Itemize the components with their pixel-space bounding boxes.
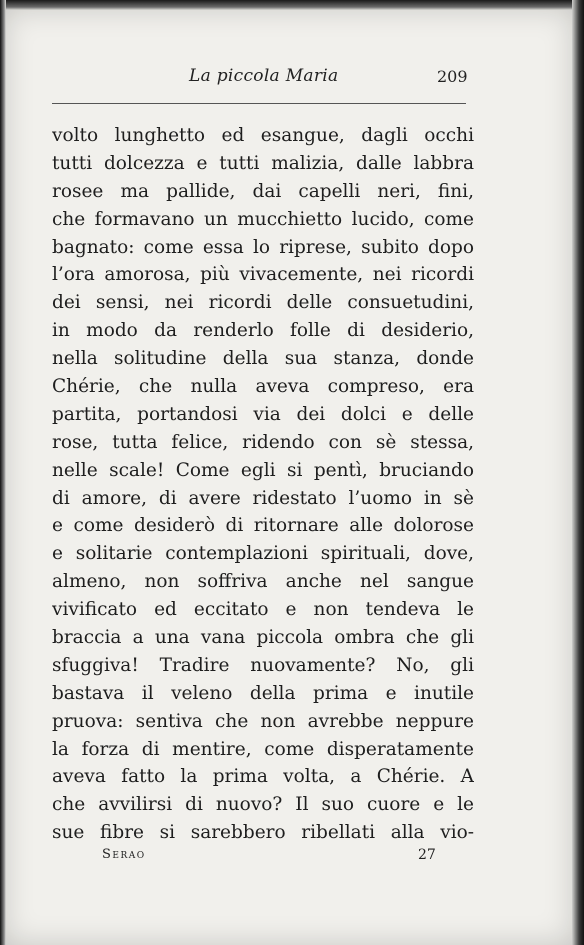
text-line: pruova: sentiva che non avrebbe neppure [52,710,474,732]
text-line: volto lunghetto ed esangue, dagli occhi [52,125,474,146]
scan-edge-right [572,0,584,945]
text-line: che avvilirsi di nuovo? Il suo cuore e le [52,794,474,816]
body-text [52,122,474,847]
scan-edge-left [0,0,6,945]
text-line: Chérie, che nulla aveva compreso, era [52,376,474,398]
text-line: che formavano un mucchietto lucido, come [52,208,474,230]
scan-edge-top [0,0,584,10]
text-line: nelle scale! Come egli si pentì, bruciando [52,459,474,481]
text-line: l’ora amorosa, più vivacemente, nei ricordi [52,264,474,286]
text-line: la forza di mentire, come disperatamente [52,738,474,760]
text-line: sfuggiva! Tradire nuovamente? No, gli [52,654,474,676]
header-rule [52,103,466,104]
text-line: bastava il veleno della prima e inutile [52,682,474,704]
text-line: almeno, non soffriva anche nel sangue [52,571,474,593]
text-line: in modo da renderlo folle di desiderio, [52,320,474,342]
text-line: sue fibre si sarebbero ribellati alla vio- [52,822,474,844]
text-line: e solitarie contemplazioni spirituali, dove, [52,543,474,565]
text-line: e come desiderò di ritornare alle dolorose [52,515,474,537]
text-line: partita, portandosi via dei dolci e delle [52,403,474,425]
text-line: rose, tutta felice, ridendo con sè stessa, [52,431,474,453]
text-line: rosee ma pallide, dai capelli neri, fini, [52,180,474,202]
signature-number: 27 [418,847,436,863]
text-line: vivificato ed eccitato e non tendeva le [52,599,474,621]
text-line: bagnato: come essa lo riprese, subito dopo [52,236,474,258]
text-line: braccia a una vana piccola ombra che gli [52,627,474,649]
signature-mark: Serao [102,847,146,862]
text-line: dei sensi, nei ricordi delle consuetudini, [52,292,474,314]
running-title: La piccola Maria [189,66,339,86]
text-line: tutti dolcezza e tutti malizia, dalle labbra [52,152,474,174]
text-line: di amore, di avere ridestato l’uomo in sè [52,487,474,509]
page-header [0,66,584,90]
text-line: aveva fatto la prima volta, a Chérie. A [52,766,474,788]
text-line: nella solitudine della sua stanza, donde [52,348,474,370]
page-number: 209 [437,67,468,86]
